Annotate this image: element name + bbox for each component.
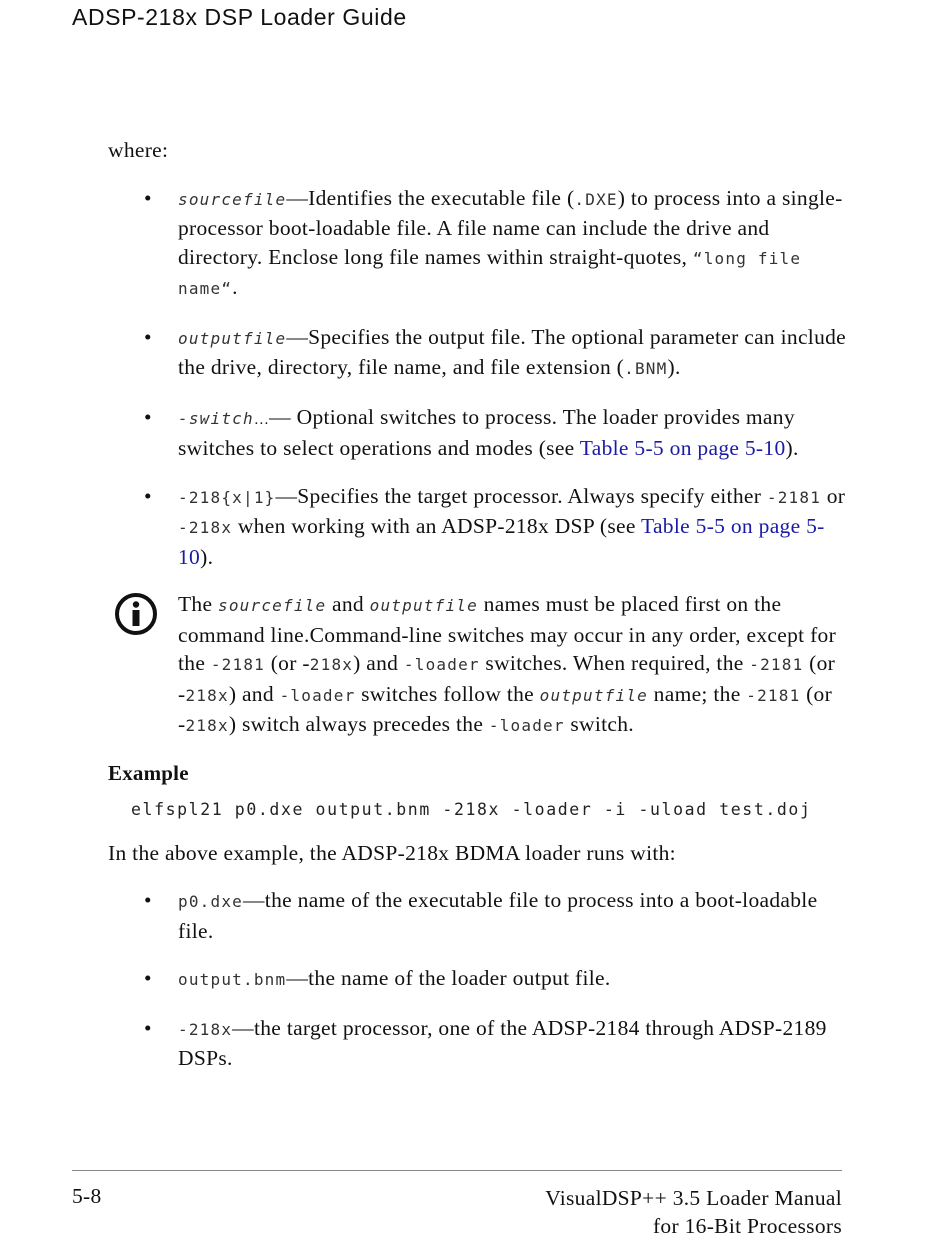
arg-sourcefile (108, 184, 848, 304)
xref-link[interactable]: Table 5-5 on page 5-10 (178, 514, 825, 569)
arg-text: when working with an ADSP-218x DSP (see (232, 514, 642, 538)
bullet-glyph: • (144, 483, 152, 508)
bullet-glyph: • (144, 888, 152, 912)
inline-code: “long file name“ (178, 248, 802, 298)
note-text: The (178, 592, 219, 616)
where-label: where: (108, 138, 169, 162)
inline-code: -loader (279, 685, 356, 705)
code-example: elfspl21 p0.dxe output.bnm -218x -loader -i -uload test.doj (131, 799, 812, 819)
inline-code: 218x (185, 716, 229, 735)
item-text: —the target processor, one of the ADSP-2184 through ADSP-2189 DSPs. (178, 1015, 827, 1070)
arg-ellipsis: … (253, 411, 270, 428)
arg-term: -218{x|1} (178, 487, 276, 507)
inline-code: -loader (488, 716, 565, 735)
footer-title-line1: VisualDSP++ 3.5 Loader Manual (545, 1186, 842, 1210)
arg-text: —Specifies the output file. The optional parameter can include the drive, directory, file name, and file extension ( (178, 324, 847, 379)
example-item (108, 886, 848, 945)
example-item (108, 964, 848, 995)
bullet-glyph: • (144, 324, 152, 349)
bullet-glyph: • (144, 966, 152, 990)
inline-code: .BNM (624, 359, 668, 378)
bullet-glyph: • (144, 1015, 152, 1040)
xref-link[interactable]: Table 5-5 on page 5-10 (579, 436, 786, 460)
argument-list (108, 184, 848, 572)
footer-divider (72, 1170, 842, 1171)
arg-target-processor (108, 482, 848, 572)
note-text: switches. When required, the (479, 651, 750, 675)
arg-text: — Optional switches to process. The loader provides many switches to select operations and modes (see (178, 404, 795, 460)
note-text: and (326, 592, 370, 616)
arg-text: —Specifies the target processor. Always specify either (275, 483, 762, 508)
example-item (108, 1014, 848, 1073)
example-intro: In the above example, the ADSP-218x BDMA loader runs with: (108, 840, 676, 865)
bullet-glyph: • (144, 404, 152, 429)
inline-code: .DXE (574, 189, 618, 209)
inline-code: output.bnm (178, 970, 287, 989)
footer-title-line2: for 16-Bit Processors (652, 1214, 842, 1238)
arg-text: . (232, 275, 238, 299)
inline-code: outputfile (369, 596, 478, 615)
inline-code: sourcefile (218, 596, 327, 615)
arg-text: ). (200, 544, 214, 569)
inline-code: -218x (178, 518, 233, 537)
note-text: ) and (353, 651, 404, 675)
inline-code: -2181 (746, 685, 801, 705)
arg-term: sourcefile (178, 189, 287, 209)
arg-switch (108, 403, 848, 463)
arg-term: -switch (178, 408, 254, 428)
note-text: (or - (178, 651, 836, 706)
bullet-glyph: • (144, 185, 152, 210)
note-text: switches follow the (355, 681, 540, 706)
note-text: name; the (648, 681, 747, 706)
note-text: ) and (228, 681, 280, 706)
arg-text: ). (785, 436, 799, 460)
page-number: 5-8 (72, 1184, 102, 1208)
arg-text: ) to process into a single-processor boot-loadable file. A file name can include the drive and directory. Enclose long file names within straight-quotes, (178, 185, 843, 269)
inline-code: 218x (185, 685, 229, 705)
page-body (108, 136, 848, 1092)
arg-outputfile (108, 323, 848, 384)
info-icon (114, 592, 158, 644)
running-header: ADSP-218x DSP Loader Guide (72, 4, 407, 30)
item-text: —the name of the executable file to process into a boot-loadable file. (178, 888, 818, 943)
note-text: ) switch always precedes the (228, 712, 489, 736)
inline-code: 218x (309, 655, 354, 674)
inline-code: outputfile (539, 685, 648, 705)
arg-term: outputfile (178, 328, 287, 348)
note-text: (or - (265, 651, 310, 675)
inline-code: -loader (403, 655, 480, 674)
info-note (108, 590, 848, 741)
note-text: names must be placed first on the command line.Command-line switches may occur in any order, except for the (178, 592, 837, 675)
item-text: —the name of the loader output file. (286, 966, 611, 990)
section-heading: Example (108, 760, 189, 785)
inline-code: -2181 (210, 655, 266, 674)
note-text: (or - (178, 681, 833, 736)
arg-text: ). (667, 355, 681, 379)
arg-text: or (821, 483, 846, 508)
example-list (108, 886, 848, 1073)
note-text: switch. (564, 712, 634, 736)
inline-code: -2181 (766, 487, 822, 507)
inline-code: -2181 (749, 655, 804, 674)
footer-title (545, 1184, 842, 1240)
inline-code: -218x (178, 1019, 233, 1039)
inline-code: p0.dxe (178, 892, 243, 911)
arg-text: —Identifies the executable file ( (286, 185, 575, 210)
